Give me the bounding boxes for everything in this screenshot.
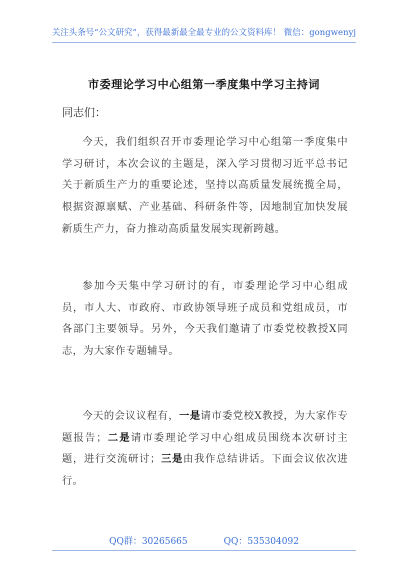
footer-contact	[0, 534, 408, 547]
document-title: 市委理论学习中心组第一季度集中学习主持词	[88, 78, 320, 91]
header-divider	[52, 42, 356, 43]
agenda-item3-text: 由我作总结讲话。下面会议依次进行。	[62, 454, 348, 488]
footer-qq: QQ：535304092	[223, 537, 299, 547]
paragraph-agenda	[62, 406, 348, 493]
header-promo-text: 关注头条号“公文研究”，获得最新最全最专业的公文资料库！ 微信：gongwenyj	[51, 27, 357, 37]
footer-divider	[52, 550, 356, 551]
agenda-intro: 今天的会议议程有，	[82, 411, 180, 422]
agenda-item2-label: 二是	[107, 431, 131, 444]
agenda-item1-label: 一是	[179, 410, 201, 422]
footer-qq-group: QQ群：30265665	[109, 537, 188, 547]
agenda-item1-text: 请市委党校X教授，为大家作专题报告；	[62, 411, 348, 444]
paragraph-opening: 今天，我们组织召开市委理论学习中心组第一季度集中学习研讨，本次会议的主题是，深入学习贯彻习近平总书记关于新质生产力的重要论述，坚持以高质量发展统揽全局，根据资源禀赋、产业基础、科研条件等，因地制宜加快发展新质生产力，奋力推动高质量发展实现新跨越。	[62, 137, 348, 235]
greeting: 同志们：	[62, 106, 106, 119]
agenda-item2-text: 请市委理论学习中心组成员围绕本次研讨主题，进行交流研讨；	[62, 432, 348, 466]
agenda-item3-label: 三是	[160, 453, 184, 466]
paragraph-attendees: 参加今天集中学习研讨的有，市委理论学习中心组成员，市人大、市政府、市政协领导班子成员和党组成员，市各部门主要领导。另外，今天我们邀请了市委党校教授X同志，为大家作专题辅导。	[62, 281, 348, 358]
